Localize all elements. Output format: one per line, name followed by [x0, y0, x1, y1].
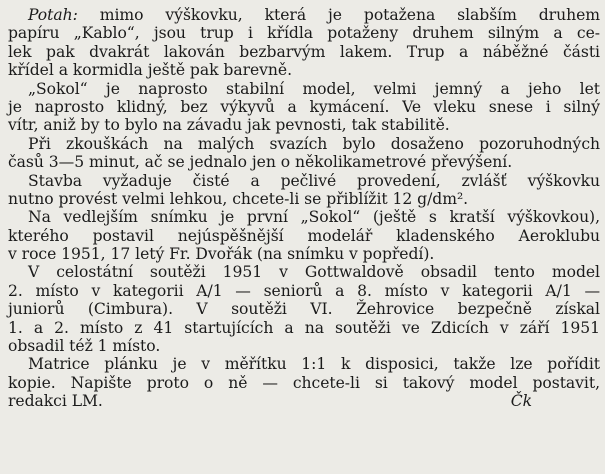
article-text	[8, 6, 600, 411]
text-line: V celostátní soutěži 1951 v Gottwaldově obsadil tento model	[28, 263, 600, 282]
text-line: vítr, aniž by to bylo na závadu jak pevnosti, tak stabilitě.	[8, 116, 450, 135]
text-line: „Sokol“ je naprosto stabilní model, velmi jemný a jeho let	[28, 79, 600, 98]
paragraph-7	[8, 355, 600, 410]
text-line: Na vedlejším snímku je první „Sokol“ (ještě s kratší výškovkou),	[28, 208, 600, 227]
text-fragment: mimo výškovku, která je potažena slabším druhem	[77, 6, 600, 24]
text-line: lek pak dvakrát lakován bezbarvým lakem. Trup a náběžné části	[8, 42, 600, 61]
author-signature: Čk	[510, 392, 532, 411]
paragraph-2	[8, 80, 600, 135]
paragraph-6	[8, 263, 600, 355]
paragraph-4	[8, 172, 600, 209]
text-line	[8, 6, 600, 24]
text-fragment: redakci LM.	[8, 392, 103, 411]
paragraph-3	[8, 135, 600, 172]
paragraph-1	[8, 6, 600, 80]
text-line: Při zkouškách na malých svazích bylo dosaženo pozoruhodných	[28, 134, 600, 153]
text-line: nutno provést velmi lehkou, chcete-li se přiblížit 12 g/dm².	[8, 189, 469, 208]
text-line: je naprosto klidný, bez výkyvů a kymácení. Ve vleku snese i silný	[8, 97, 600, 116]
text-line: 2. místo v kategorii A/1 — seniorů a 8. místo v kategorii A/1 —	[8, 281, 600, 300]
text-line: v roce 1951, 17 letý Fr. Dvořák (na snímku v popředí).	[8, 245, 435, 264]
text-line: Stavba vyžaduje čisté a pečlivé provedení, zvlášť výškovku	[28, 171, 600, 190]
text-line: kopie. Napište proto o ně — chcete-li si takový model postavit,	[8, 373, 600, 392]
text-line	[8, 392, 600, 410]
text-line: časů 3—5 minut, ač se jednalo jen o několikametrové převýšení.	[8, 153, 513, 172]
paragraph-lead: Potah:	[28, 6, 78, 24]
text-line: kterého postavil nejúspěšnější modelář kladenského Aeroklubu	[8, 226, 600, 245]
text-line: obsadil též 1 místo.	[8, 337, 161, 356]
text-line: Matrice plánku je v měřítku 1:1 k disposici, takže lze pořídit	[28, 355, 600, 374]
text-line: křídel a kormidla ještě pak barevně.	[8, 61, 292, 80]
text-line: 1. a 2. místo z 41 startujících a na soutěži ve Zdicích v září 1951	[8, 318, 600, 337]
text-line: juniorů (Cimbura). V soutěži VI. Žehrovice bezpečně získal	[8, 300, 600, 319]
paragraph-5	[8, 208, 600, 263]
text-line: papíru „Kablo“, jsou trup i křídla potaženy druhem silným a ce-	[8, 24, 600, 43]
